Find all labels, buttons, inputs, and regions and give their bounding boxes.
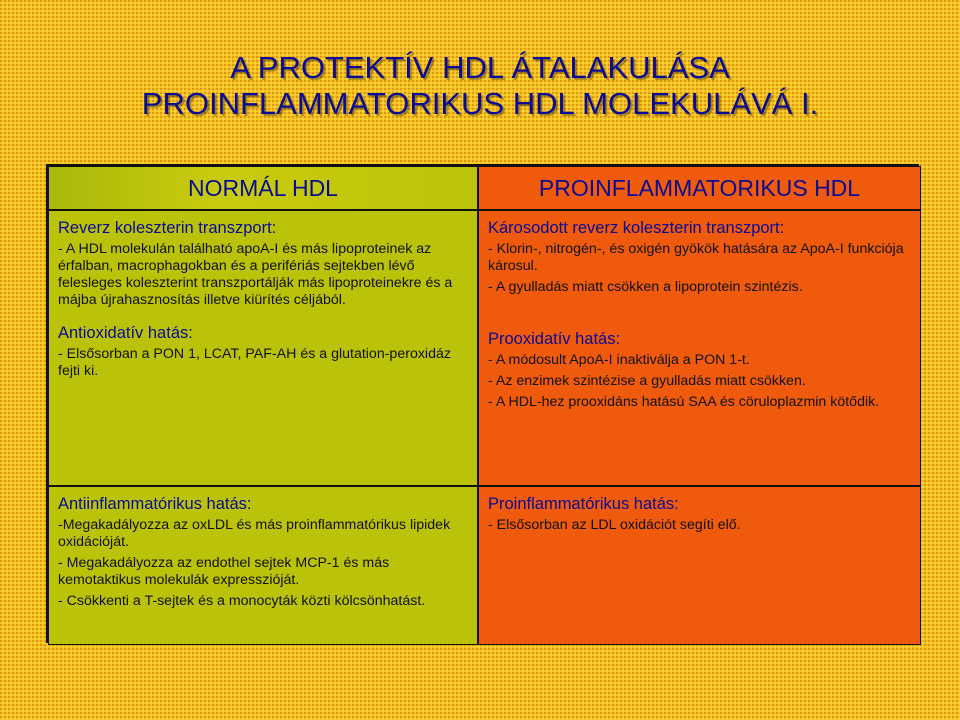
comparison-table — [46, 164, 919, 643]
slide-title-line-2: PROINFLAMMATORIKUS HDL MOLEKULÁVÁ I. — [141, 86, 819, 121]
antiinflammatory-title: Antiinflammatórikus hatás: — [58, 495, 252, 513]
antioxidant-text: - Elsősorban a PON 1, LCAT, PAF-AH és a glutation-peroxidáz fejti ki. — [58, 346, 451, 379]
prooxidant-item: - Az enzimek szintézise a gyulladás miatt csökken. — [488, 373, 806, 389]
damaged-transport-item: - A gyulladás miatt csökken a lipoprotein szintézis. — [488, 279, 803, 295]
slide-title — [0, 50, 960, 122]
reverse-transport-title: Reverz koleszterin transzport: — [58, 219, 277, 237]
proinflammatory-hdl-transport-cell — [478, 210, 921, 486]
normal-hdl-header — [48, 166, 478, 210]
proinflammatory-hdl-header — [478, 166, 921, 210]
damaged-transport-item: - Klorin-, nitrogén-, és oxigén gyökök hatására az ApoA-I funkciója károsul. — [488, 241, 904, 274]
proinflammatory-effect-title: Proinflammatórikus hatás: — [488, 495, 679, 513]
normal-hdl-transport-cell — [48, 210, 478, 486]
antiinflammatory-item: -Megakadályozza az oxLDL és más proinflammatórikus lipidek oxidációját. — [58, 517, 451, 550]
damaged-transport-title: Károsodott reverz koleszterin transzport: — [488, 219, 785, 237]
prooxidant-item: - A módosult ApoA-I inaktiválja a PON 1-t. — [488, 352, 750, 368]
antioxidant-title: Antioxidatív hatás: — [58, 324, 193, 342]
reverse-transport-text: - A HDL molekulán található apoA-I és más lipoproteinek az érfalban, macrophagokban és a perifériás sejtekben lévő felesleges koleszterint transzportálják más lipoproteinekre és a májba újrahasznosítás illetve kiürítés céljából. — [58, 241, 453, 308]
proinflammatory-effect-item: - Elsősorban az LDL oxidációt segíti elő. — [488, 517, 741, 533]
prooxidant-item: - A HDL-hez prooxidáns hatású SAA és cöruloplazmin kötődik. — [488, 394, 880, 410]
slide-title-line-1: A PROTEKTÍV HDL ÁTALAKULÁSA — [230, 50, 730, 85]
normal-hdl-header-label: NORMÁL HDL — [188, 174, 338, 201]
antiinflammatory-item: - Megakadályozza az endothel sejtek MCP-1 és más kemotaktikus molekulák expresszióját. — [58, 555, 390, 588]
proinflammatory-hdl-header-label: PROINFLAMMATORIKUS HDL — [538, 174, 861, 201]
prooxidant-title: Prooxidatív hatás: — [488, 330, 621, 348]
antiinflammatory-item: - Csökkenti a T-sejtek és a monocyták közti kölcsönhatást. — [58, 593, 426, 609]
antiinflammatory-cell — [48, 486, 478, 645]
proinflammatory-effect-cell — [478, 486, 921, 645]
